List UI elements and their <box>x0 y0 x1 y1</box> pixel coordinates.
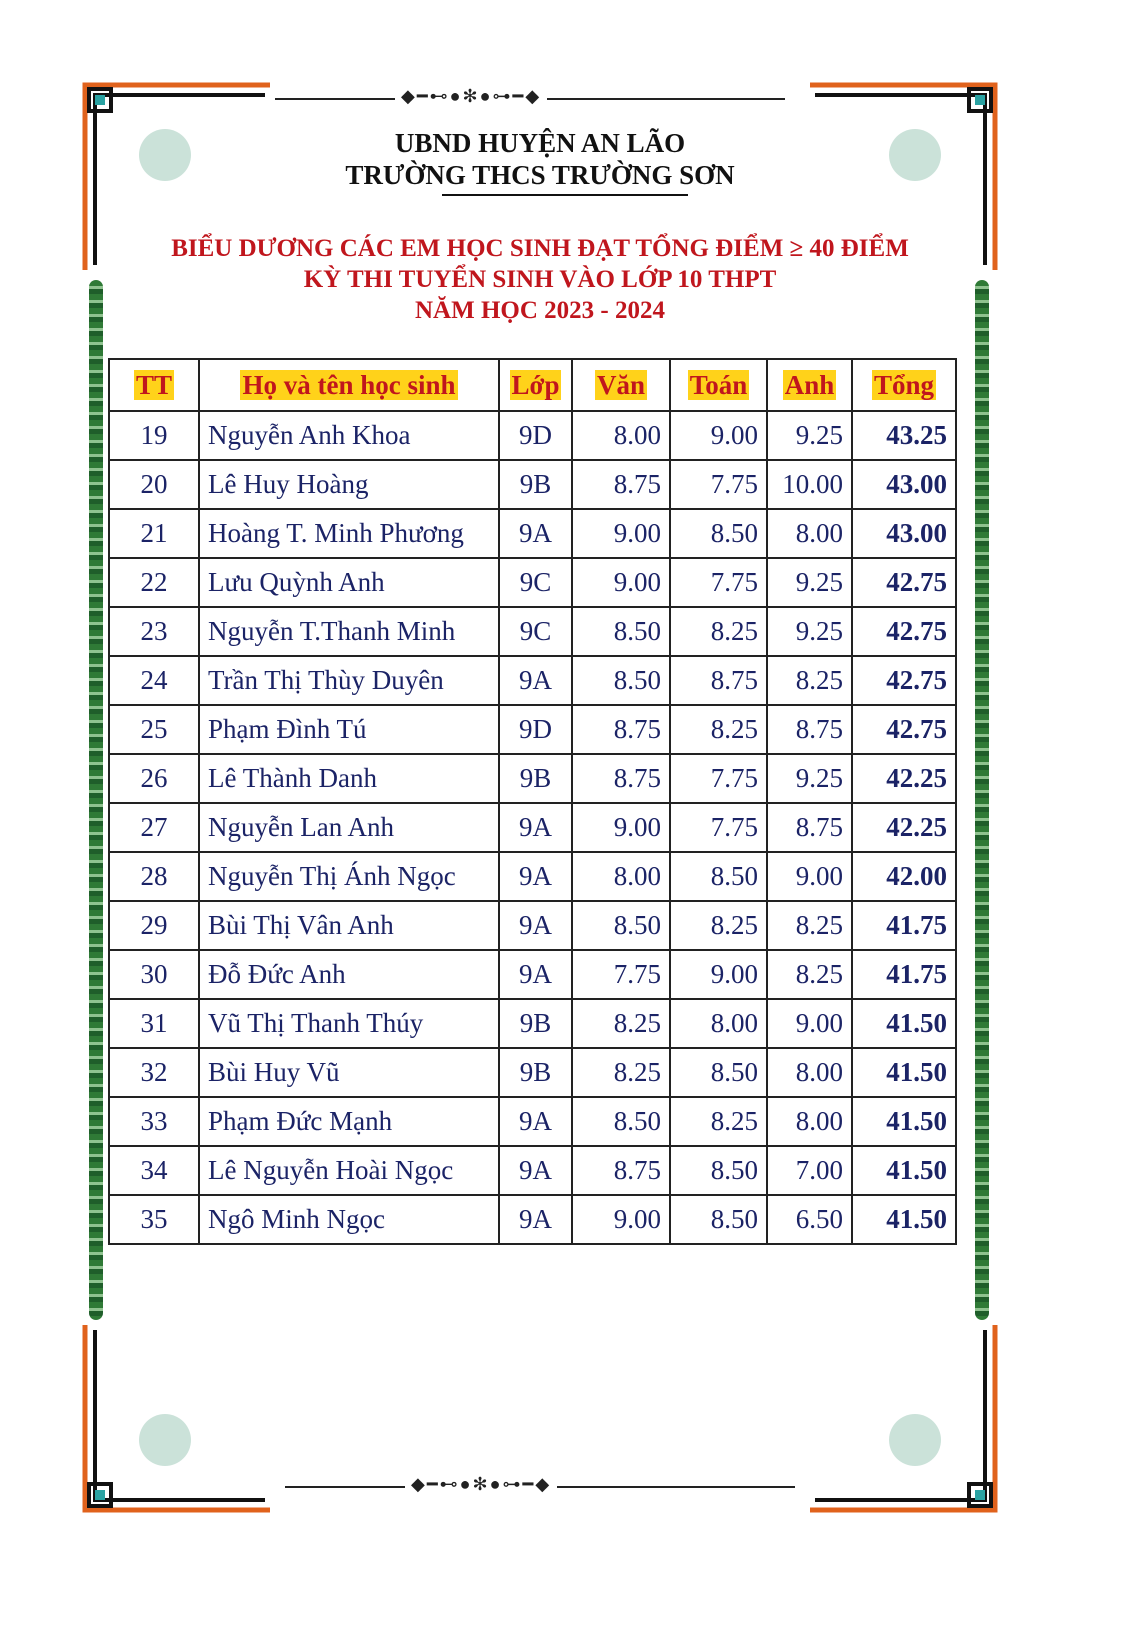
cell-tt: 22 <box>109 558 199 607</box>
cell-literature: 8.50 <box>572 656 670 705</box>
cell-total: 42.75 <box>852 705 956 754</box>
cell-math: 8.50 <box>670 1146 767 1195</box>
cell-total: 43.25 <box>852 411 956 460</box>
cell-literature: 8.25 <box>572 999 670 1048</box>
table-row <box>109 803 956 852</box>
table-row <box>109 460 956 509</box>
cell-literature: 8.00 <box>572 852 670 901</box>
cell-math: 8.25 <box>670 705 767 754</box>
cell-class: 9B <box>499 460 572 509</box>
cell-name: Nguyễn T.Thanh Minh <box>199 607 499 656</box>
cell-tt: 31 <box>109 999 199 1048</box>
cell-tt: 35 <box>109 1195 199 1244</box>
cell-total: 43.00 <box>852 509 956 558</box>
cell-english: 8.25 <box>767 656 852 705</box>
cell-name: Bùi Huy Vũ <box>199 1048 499 1097</box>
cell-literature: 9.00 <box>572 803 670 852</box>
cell-name: Lê Nguyễn Hoài Ngọc <box>199 1146 499 1195</box>
cell-tt: 23 <box>109 607 199 656</box>
header-english <box>767 359 852 411</box>
cell-class: 9A <box>499 803 572 852</box>
cell-english: 10.00 <box>767 460 852 509</box>
cell-total: 41.75 <box>852 901 956 950</box>
bottom-scroll-ornament-icon: ◆━⊷●✻●⊶━◆ <box>405 1474 557 1495</box>
cell-english: 9.00 <box>767 999 852 1048</box>
cell-literature: 9.00 <box>572 558 670 607</box>
cell-literature: 8.75 <box>572 705 670 754</box>
cell-math: 8.25 <box>670 901 767 950</box>
cell-class: 9B <box>499 999 572 1048</box>
cell-math: 8.25 <box>670 607 767 656</box>
cell-total: 42.00 <box>852 852 956 901</box>
corner-ornament-icon <box>75 1320 275 1520</box>
cell-english: 8.25 <box>767 901 852 950</box>
cell-name: Vũ Thị Thanh Thúy <box>199 999 499 1048</box>
cell-class: 9C <box>499 607 572 656</box>
left-vine-border <box>89 280 103 1320</box>
cell-literature: 8.00 <box>572 411 670 460</box>
cell-tt: 26 <box>109 754 199 803</box>
cell-total: 42.75 <box>852 656 956 705</box>
cell-tt: 19 <box>109 411 199 460</box>
table-row <box>109 607 956 656</box>
cell-english: 8.75 <box>767 803 852 852</box>
table-row <box>109 1195 956 1244</box>
cell-class: 9D <box>499 411 572 460</box>
cell-english: 8.00 <box>767 1097 852 1146</box>
cell-name: Đỗ Đức Anh <box>199 950 499 999</box>
cell-name: Lưu Quỳnh Anh <box>199 558 499 607</box>
cell-tt: 28 <box>109 852 199 901</box>
table-row <box>109 1097 956 1146</box>
table-row <box>109 1146 956 1195</box>
cell-class: 9B <box>499 754 572 803</box>
cell-name: Phạm Đình Tú <box>199 705 499 754</box>
cell-math: 7.75 <box>670 754 767 803</box>
top-scroll-ornament-icon: ◆━⊷●✻●⊶━◆ <box>395 86 547 107</box>
cell-english: 8.00 <box>767 509 852 558</box>
cell-literature: 8.50 <box>572 1097 670 1146</box>
title-line-1: BIỂU DƯƠNG CÁC EM HỌC SINH ĐẠT TỔNG ĐIỂM ≥ 40 ĐIỂM <box>171 235 909 262</box>
cell-english: 8.00 <box>767 1048 852 1097</box>
table-header-row <box>109 359 956 411</box>
cell-class: 9A <box>499 656 572 705</box>
cell-tt: 20 <box>109 460 199 509</box>
org-name: UBND HUYỆN AN LÃO <box>394 128 686 158</box>
cell-tt: 29 <box>109 901 199 950</box>
table-row <box>109 509 956 558</box>
cell-name: Nguyễn Thị Ánh Ngọc <box>199 852 499 901</box>
header-label: Họ và tên học sinh <box>242 369 456 400</box>
cell-english: 6.50 <box>767 1195 852 1244</box>
cell-english: 9.25 <box>767 411 852 460</box>
cell-total: 41.50 <box>852 999 956 1048</box>
cell-total: 41.50 <box>852 1048 956 1097</box>
header-label: Văn <box>596 369 645 400</box>
cell-literature: 8.75 <box>572 1146 670 1195</box>
cell-class: 9A <box>499 1195 572 1244</box>
table-row <box>109 999 956 1048</box>
school-name: TRƯỜNG THCS TRƯỜNG SƠN <box>345 160 735 190</box>
cell-tt: 27 <box>109 803 199 852</box>
cell-class: 9C <box>499 558 572 607</box>
cell-english: 9.00 <box>767 852 852 901</box>
cell-total: 42.75 <box>852 607 956 656</box>
cell-tt: 30 <box>109 950 199 999</box>
scores-table <box>108 358 957 1245</box>
cell-math: 9.00 <box>670 950 767 999</box>
cell-class: 9A <box>499 852 572 901</box>
cell-math: 7.75 <box>670 558 767 607</box>
cell-name: Hoàng T. Minh Phương <box>199 509 499 558</box>
cell-total: 41.50 <box>852 1097 956 1146</box>
cell-total: 41.50 <box>852 1195 956 1244</box>
cell-math: 7.75 <box>670 803 767 852</box>
cell-class: 9B <box>499 1048 572 1097</box>
cell-name: Trần Thị Thùy Duyên <box>199 656 499 705</box>
cell-literature: 8.75 <box>572 754 670 803</box>
table-row <box>109 754 956 803</box>
cell-name: Phạm Đức Mạnh <box>199 1097 499 1146</box>
header-label: Anh <box>784 369 835 400</box>
cell-total: 42.75 <box>852 558 956 607</box>
header-total <box>852 359 956 411</box>
cell-tt: 24 <box>109 656 199 705</box>
cell-english: 9.25 <box>767 754 852 803</box>
cell-total: 41.75 <box>852 950 956 999</box>
title-line-3: NĂM HỌC 2023 - 2024 <box>415 297 665 324</box>
cell-class: 9D <box>499 705 572 754</box>
cell-name: Bùi Thị Vân Anh <box>199 901 499 950</box>
cell-english: 9.25 <box>767 558 852 607</box>
cell-name: Lê Thành Danh <box>199 754 499 803</box>
cell-math: 7.75 <box>670 460 767 509</box>
cell-total: 42.25 <box>852 754 956 803</box>
cell-math: 8.75 <box>670 656 767 705</box>
cell-name: Nguyễn Anh Khoa <box>199 411 499 460</box>
cell-name: Nguyễn Lan Anh <box>199 803 499 852</box>
table-row <box>109 950 956 999</box>
header-literature <box>572 359 670 411</box>
cell-english: 7.00 <box>767 1146 852 1195</box>
cell-english: 9.25 <box>767 607 852 656</box>
header-label: Lớp <box>511 369 560 400</box>
cell-math: 8.50 <box>670 509 767 558</box>
header-tt <box>109 359 199 411</box>
cell-english: 8.25 <box>767 950 852 999</box>
cell-class: 9A <box>499 901 572 950</box>
cell-literature: 8.75 <box>572 460 670 509</box>
cell-tt: 32 <box>109 1048 199 1097</box>
cell-class: 9A <box>499 950 572 999</box>
table-row <box>109 852 956 901</box>
cell-tt: 33 <box>109 1097 199 1146</box>
title-line-2: KỲ THI TUYỂN SINH VÀO LỚP 10 THPT <box>303 266 777 293</box>
cell-literature: 8.50 <box>572 607 670 656</box>
cell-name: Ngô Minh Ngọc <box>199 1195 499 1244</box>
cell-math: 8.50 <box>670 1048 767 1097</box>
cell-literature: 9.00 <box>572 1195 670 1244</box>
header-label: Tổng <box>873 369 935 400</box>
table-row <box>109 1048 956 1097</box>
table-row <box>109 705 956 754</box>
table-row <box>109 656 956 705</box>
cell-tt: 34 <box>109 1146 199 1195</box>
header-math <box>670 359 767 411</box>
cell-total: 42.25 <box>852 803 956 852</box>
cell-literature: 8.50 <box>572 901 670 950</box>
header-name <box>199 359 499 411</box>
table-row <box>109 411 956 460</box>
school-underline <box>442 194 688 196</box>
header-class <box>499 359 572 411</box>
cell-total: 41.50 <box>852 1146 956 1195</box>
corner-ornament-icon <box>805 1320 1005 1520</box>
cell-total: 43.00 <box>852 460 956 509</box>
cell-class: 9A <box>499 1097 572 1146</box>
cell-literature: 9.00 <box>572 509 670 558</box>
cell-math: 8.50 <box>670 1195 767 1244</box>
cell-english: 8.75 <box>767 705 852 754</box>
table-row <box>109 558 956 607</box>
header-label: Toán <box>689 369 748 400</box>
cell-tt: 25 <box>109 705 199 754</box>
header-label: TT <box>135 369 173 400</box>
cell-math: 8.25 <box>670 1097 767 1146</box>
cell-literature: 8.25 <box>572 1048 670 1097</box>
cell-literature: 7.75 <box>572 950 670 999</box>
cell-math: 9.00 <box>670 411 767 460</box>
cell-tt: 21 <box>109 509 199 558</box>
cell-class: 9A <box>499 1146 572 1195</box>
cell-name: Lê Huy Hoàng <box>199 460 499 509</box>
cell-math: 8.00 <box>670 999 767 1048</box>
cell-math: 8.50 <box>670 852 767 901</box>
right-vine-border <box>975 280 989 1320</box>
cell-class: 9A <box>499 509 572 558</box>
table-row <box>109 901 956 950</box>
